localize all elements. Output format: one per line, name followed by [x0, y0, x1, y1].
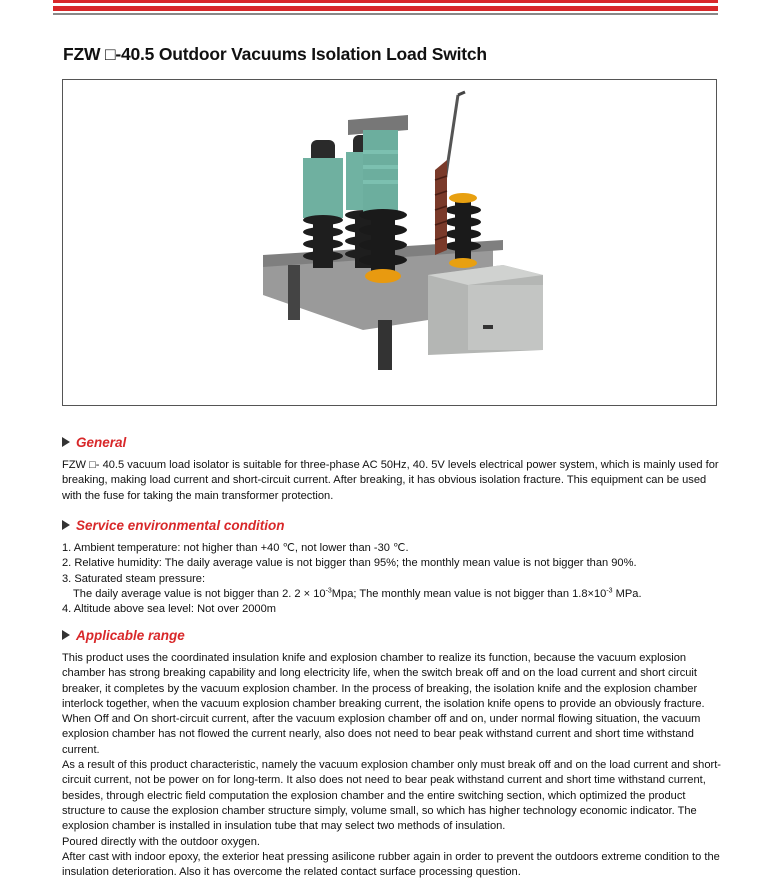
applicable-text: [62, 651, 722, 880]
applicable-paragraph-3: Poured directly with the outdoor oxygen.: [62, 835, 260, 848]
service-item-altitude: 4. Altitude above sea level: Not over 2000m: [62, 603, 276, 616]
applicable-heading: Applicable range: [62, 628, 185, 643]
service-item-steam-detail: The daily average value is not bigger than 2. $2 \times 10^{-3}Mpa$; The monthly mean value is not bigger than $1.8\times 10^{-3}$ MPa.: [73, 587, 642, 600]
triangle-right-icon: [62, 630, 70, 640]
triangle-right-icon: [62, 520, 70, 530]
service-list: [62, 541, 722, 617]
service-item-steam: 3. Saturated steam pressure:: [62, 572, 206, 585]
service-item-temperature: 1. Ambient temperature: not higher than +40 ℃, not lower than -30 ℃.: [62, 542, 409, 554]
applicable-paragraph-4: After cast with indoor epoxy, the exterior heat pressing asilicone rubber again in order to prevent the outdoors extreme condition to the insulation deterioration. Also it has overcome the related contact surface processing question.: [62, 850, 720, 879]
applicable-paragraph-1: This product uses the coordinated insulation knife and explosion chamber to realize its function, because the vacuum explosion chamber has strong breaking capability and long electricity life, when the switch break off and on the load current and short circuit breaker, it completes by the vacuum explosion chamber. In the process of breaking, the isolation knife and the explosion chamber interlock together, when the vacuum explosion chamber breaking current, the isolation knife opens to provide an obviously fracture. When Off and On short-circuit current, after the vacuum explosion chamber off and on, under normal flowing situation, the vacuum explosion chamber has not flowed the current nearly, also does not need to bear peak withstand current and short time withstand current.: [62, 652, 705, 756]
page-title: FZW □-40.5 Outdoor Vacuums Isolation Load Switch: [63, 44, 487, 64]
service-item-humidity: 2. Relative humidity: The daily average value is not bigger than 95%; the monthly mean value is not bigger than 90%.: [62, 557, 637, 570]
product-photo: [62, 79, 717, 406]
triangle-right-icon: [62, 437, 70, 447]
service-heading: Service environmental condition: [62, 518, 285, 533]
general-heading: General: [62, 435, 126, 450]
switch-illustration: [63, 80, 717, 406]
applicable-paragraph-2: As a result of this product characteristic, namely the vacuum explosion chamber only must break off and on the load current and short-circuit current, not be power on for long-term. It also does not need to bear peak withstand current and short time withstand current, besides, through electric field computation the explosion chamber and the entire switching section, which optimized the product structure to cause the explosion chamber structure simply, volume small, so which has higher technology economic indicator. The explosion chamber is installed in insulation tube that may select two methods of insulation.: [62, 759, 721, 833]
header-rule: [53, 0, 718, 16]
general-paragraph: FZW □- 40.5 vacuum load isolator is suitable for three-phase AC 50Hz, 40. 5V levels electrical power system, which is mainly used for breaking, making load current and short-circuit current. After breaking, it has obvious isolation fracture. This equipment can be used with the fuse for taking the main transformer protection.: [62, 459, 719, 502]
general-text: [62, 458, 722, 504]
